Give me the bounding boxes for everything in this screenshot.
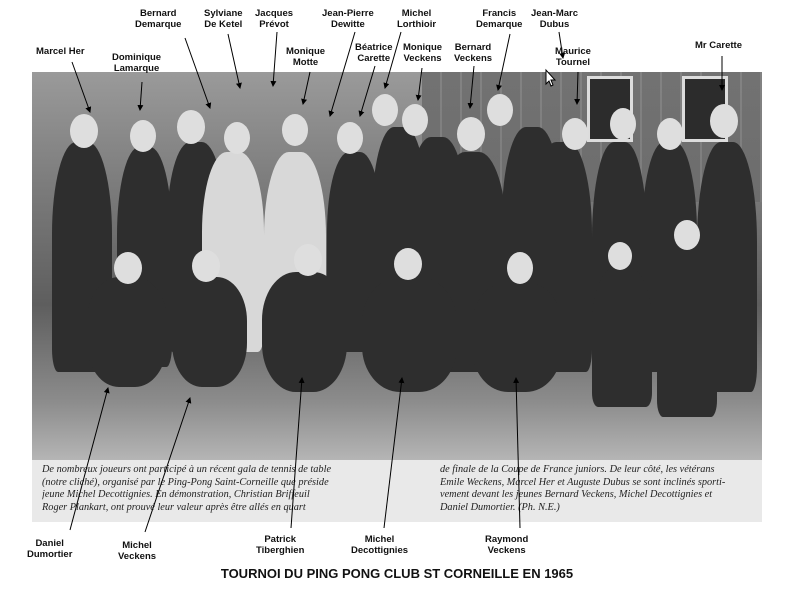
caption-line: De nombreux joueurs ont participé à un récent gala de tennis de table xyxy=(42,464,332,475)
label-marcel-her: Marcel Her xyxy=(36,46,85,57)
label-michel-veckens: Michel Veckens xyxy=(118,540,157,562)
caption-line: Daniel Dumortier. (Ph. N.E.) xyxy=(440,501,560,513)
label-francis-demarque: Francis Demarque xyxy=(476,8,523,30)
caption-line: (notre cliché), organisé par le Ping-Pong Saint-Corneille que préside xyxy=(42,476,329,488)
label-michel-decottignies: Michel Decottignies xyxy=(351,534,409,556)
label-jacques-prevot: Jacques Prévot xyxy=(255,8,294,30)
label-jean-pierre-dewitte: Jean-Pierre Dewitte xyxy=(322,8,374,30)
label-dominique-lamarque: Dominique Lamarque xyxy=(112,52,162,74)
label-bernard-veckens: Bernard Veckens xyxy=(454,42,493,64)
label-sylviane-de-ketel: Sylviane De Ketel xyxy=(204,8,243,30)
label-monique-veckens: Monique Veckens xyxy=(403,42,443,64)
label-raymond-veckens: Raymond Veckens xyxy=(485,534,529,556)
caption-line: Roger Plankart, ont prouvé leur valeur après être allés en quart xyxy=(42,501,306,513)
label-patrick-tiberghien: Patrick Tiberghien xyxy=(256,534,305,556)
label-bernard-demarque: Bernard Demarque xyxy=(135,8,182,30)
label-monique-motte: Monique Motte xyxy=(286,46,326,68)
label-jean-marc-dubus: Jean-Marc Dubus xyxy=(531,8,578,30)
caption-line: jeune Michel Decottignies. En démonstration, Christian Briffeuil xyxy=(42,489,310,500)
caption-line: Emile Weckens, Marcel Her et Auguste Dubus se sont inclinés sporti- xyxy=(440,476,726,488)
caption-line: vement devant les jeunes Bernard Veckens, Michel Decottignies et xyxy=(440,489,713,500)
mouse-cursor-icon xyxy=(546,70,555,86)
label-daniel-dumortier: Daniel Dumortier xyxy=(27,538,73,560)
label-maurice-tournel: Maurice Tournel xyxy=(555,46,591,68)
label-michel-lorthioir: Michel Lorthioir xyxy=(397,8,437,30)
label-mr-carette: Mr Carette xyxy=(695,40,742,51)
label-beatrice-carette: Béatrice Carette xyxy=(355,42,393,64)
caption-line: de finale de la Coupe de France juniors. De leur côté, les vétérans xyxy=(440,464,715,475)
page-title: TOURNOI DU PING PONG CLUB ST CORNEILLE EN 1965 xyxy=(220,566,574,581)
